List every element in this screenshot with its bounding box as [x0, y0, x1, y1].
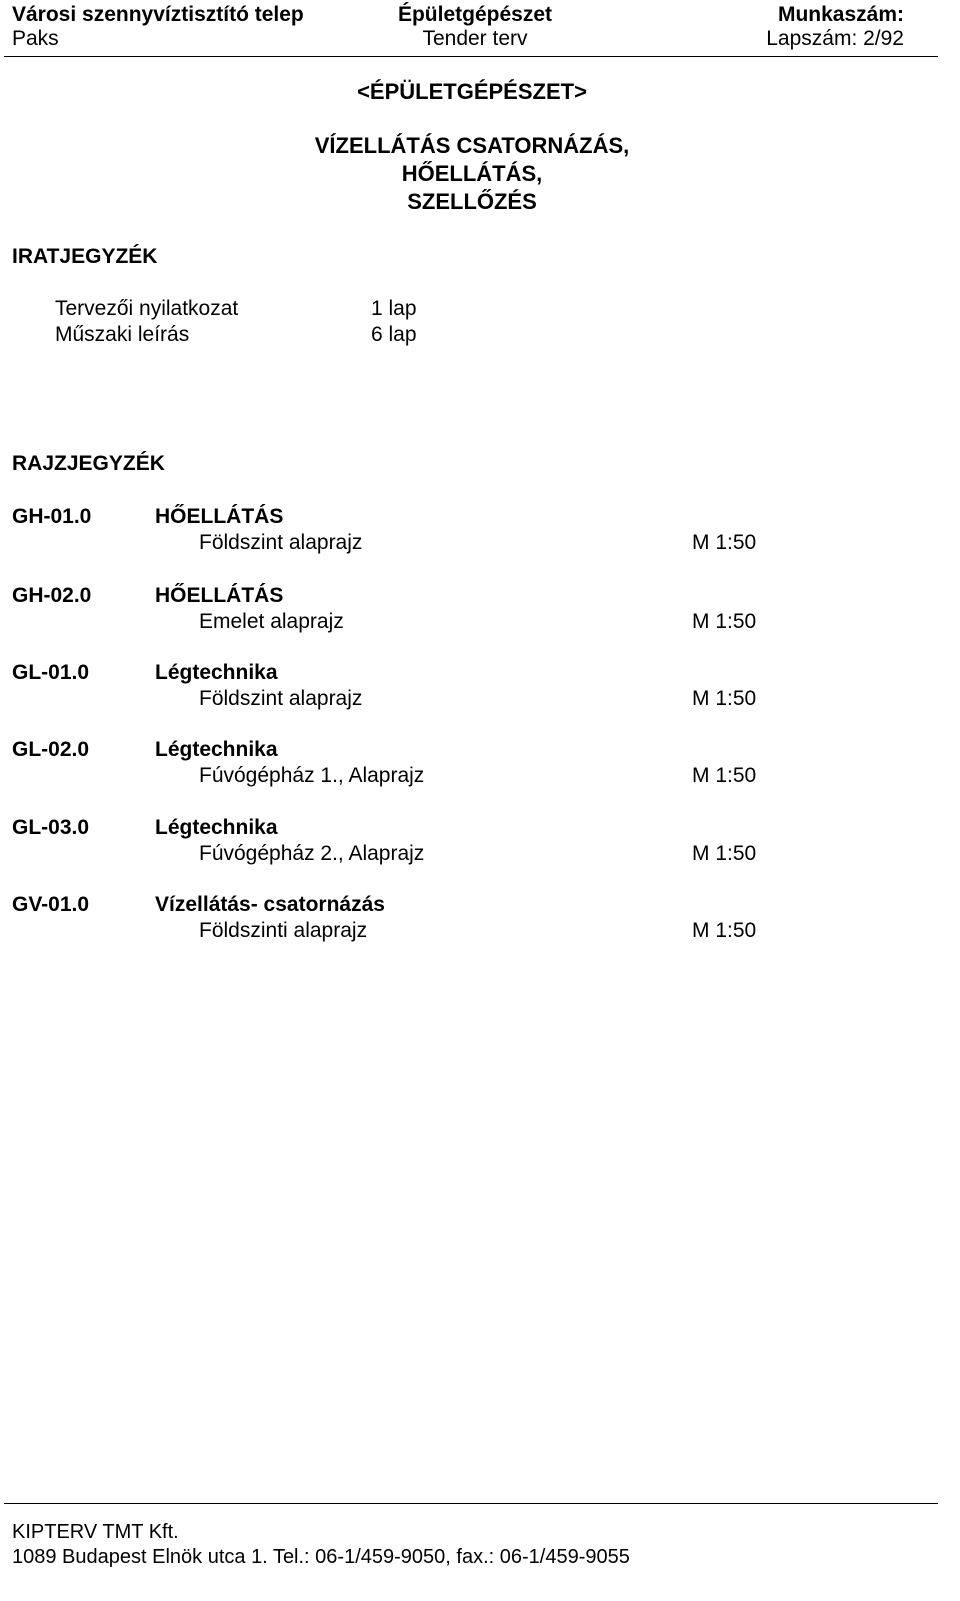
drawing-subtitle: Földszint alaprajz	[199, 687, 363, 710]
drawing-code: GV-01.0	[12, 893, 90, 916]
document-name: Műszaki leírás	[55, 323, 190, 346]
header-project: Városi szennyvíztisztító telep	[12, 3, 304, 26]
header-job-number: Munkaszám:	[777, 3, 904, 26]
drawing-title: HŐELLÁTÁS	[155, 505, 284, 528]
drawing-scale: M 1:50	[692, 531, 757, 554]
drawing-title: Légtechnika	[155, 816, 278, 839]
drawing-subtitle: Fúvógépház 1., Alaprajz	[199, 764, 425, 787]
drawing-scale: M 1:50	[692, 764, 757, 787]
drawing-code: GL-03.0	[12, 816, 90, 839]
documents-heading: IRATJEGYZÉK	[12, 245, 158, 268]
drawing-subtitle: Emelet alaprajz	[199, 610, 344, 633]
drawing-code: GH-01.0	[12, 505, 92, 528]
subtitle-line-1: VÍZELLÁTÁS CSATORNÁZÁS,	[314, 133, 630, 158]
drawing-code: GL-02.0	[12, 738, 90, 761]
drawing-subtitle: Földszinti alaprajz	[199, 919, 368, 942]
header-sheet-number: Lapszám: 2/92	[766, 27, 904, 50]
drawing-title: HŐELLÁTÁS	[155, 584, 284, 607]
drawing-code: GH-02.0	[12, 584, 92, 607]
drawings-heading: RAJZJEGYZÉK	[12, 452, 165, 475]
header-stage: Tender terv	[422, 27, 528, 50]
drawing-subtitle: Fúvógépház 2., Alaprajz	[199, 842, 425, 865]
subtitle-line-2: HŐELLÁTÁS,	[401, 161, 543, 186]
header-discipline: Épületgépészet	[397, 3, 553, 26]
drawing-scale: M 1:50	[692, 919, 757, 942]
header-location: Paks	[12, 27, 59, 50]
footer-address: 1089 Budapest Elnök utca 1. Tel.: 06-1/459-9050, fax.: 06-1/459-9055	[12, 1546, 630, 1568]
subtitle-line-3: SZELLŐZÉS	[407, 189, 537, 214]
footer-company: KIPTERV TMT Kft.	[12, 1521, 179, 1543]
document-pages: 6 lap	[371, 323, 417, 346]
drawing-scale: M 1:50	[692, 687, 757, 710]
document-name: Tervezői nyilatkozat	[55, 297, 239, 320]
drawing-title: Légtechnika	[155, 738, 278, 761]
main-title: <ÉPÜLETGÉPÉSZET>	[357, 79, 587, 104]
drawing-scale: M 1:50	[692, 842, 757, 865]
drawing-scale: M 1:50	[692, 610, 757, 633]
drawing-code: GL-01.0	[12, 661, 90, 684]
drawing-subtitle: Földszint alaprajz	[199, 531, 363, 554]
drawing-title: Vízellátás- csatornázás	[155, 893, 385, 916]
document-pages: 1 lap	[371, 297, 417, 320]
drawing-title: Légtechnika	[155, 661, 278, 684]
footer-divider	[4, 1503, 938, 1504]
header-divider	[4, 56, 938, 57]
